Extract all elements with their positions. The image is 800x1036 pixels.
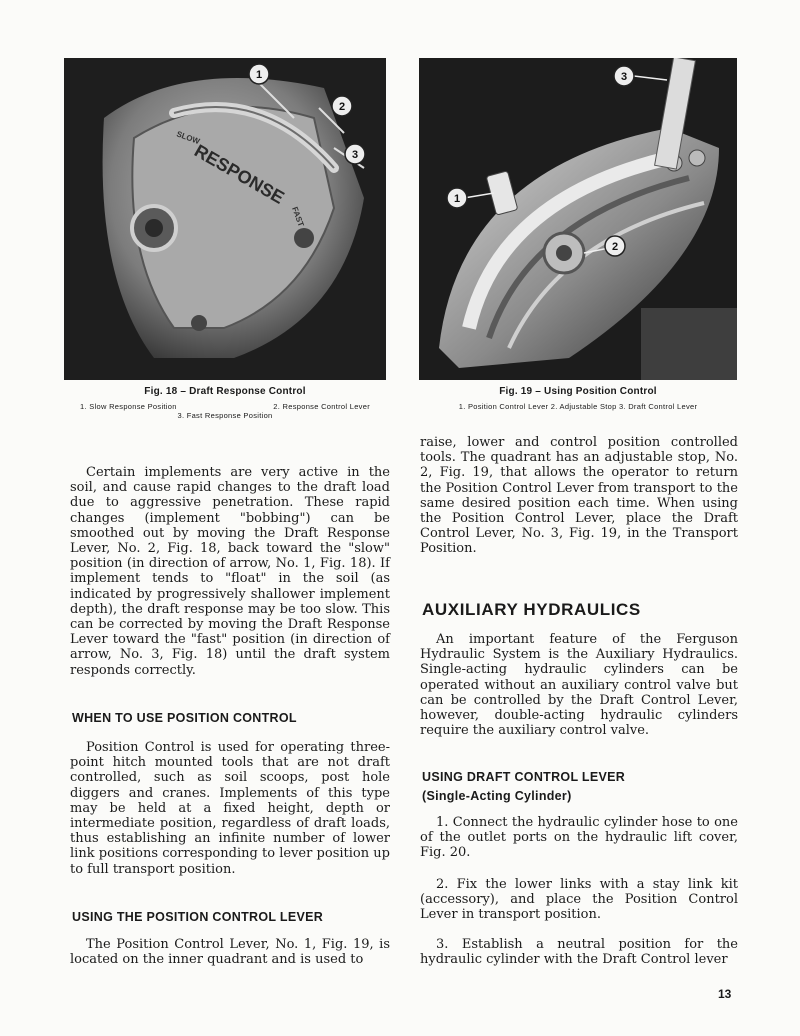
page-number: 13 xyxy=(718,987,732,1001)
heading-when-to-use-position-control: WHEN TO USE POSITION CONTROL xyxy=(72,711,297,725)
callout-2-fig18 xyxy=(332,96,352,116)
callout-2-fig19 xyxy=(605,236,625,256)
svg-text:2: 2 xyxy=(611,241,619,253)
heading-draft-line-1: USING DRAFT CONTROL LEVER xyxy=(422,770,626,784)
callout-3-fig18 xyxy=(345,144,365,164)
figure-19-photo xyxy=(419,58,737,380)
right-step-3: 3. Establish a neutral position for the hydraulic cylinder with the Draft Control lever xyxy=(420,937,738,968)
draft-response-control-illustration xyxy=(64,58,386,380)
heading-using-position-control-lever: USING THE POSITION CONTROL LEVER xyxy=(72,910,324,924)
fig18-item-2: 2. Response Control Lever xyxy=(273,402,370,411)
dial-response-text: RESPONSE xyxy=(191,140,288,208)
figure-18-caption-title: Fig. 18 – Draft Response Control xyxy=(144,386,306,397)
svg-text:3: 3 xyxy=(351,149,359,161)
right-step-2: 2. Fix the lower links with a stay link kit (accessory), and place the Position Control Lever in transport position. xyxy=(420,877,738,923)
fig18-item-3: 3. Fast Response Position xyxy=(177,411,273,420)
right-paragraph-continued: raise, lower and control position controlled tools. The quadrant has an adjustable stop, No. 2, Fig. 19, that allows the operator to return the Position Control Lever from transport to the same desired position each time. When using the Position Control Lever, place the Draft Control Lever, No. 3, Fig. 19, in the Transport Position. xyxy=(420,435,738,557)
heading-draft-line-2: (Single-Acting Cylinder) xyxy=(422,789,572,803)
right-paragraph-auxiliary: An important feature of the Ferguson Hydraulic System is the Auxiliary Hydraulics. Single-acting hydraulic cylinders can be operated without an auxiliary control valve but can be controlled by the Draft Control Lever, however, double-acting hydraulic cylinders require the auxiliary control valve. xyxy=(420,632,738,739)
svg-text:2: 2 xyxy=(338,101,346,113)
fig18-item-1: 1. Slow Response Position xyxy=(80,402,177,411)
figure-18-photo xyxy=(64,58,386,380)
svg-text:1: 1 xyxy=(453,193,461,205)
heading-auxiliary-hydraulics: AUXILIARY HYDRAULICS xyxy=(422,600,641,619)
callout-3-fig19 xyxy=(614,66,634,86)
figure-19-caption-items: 1. Position Control Lever 2. Adjustable Stop 3. Draft Control Lever xyxy=(458,402,698,411)
figure-18-caption-items xyxy=(64,402,386,420)
left-paragraph-position-control: Position Control is used for operating three-point hitch mounted tools that are not draft controlled, such as soil scoops, post hole diggers and cranes. Implements of this type may be held at a fixed height, depth or intermediate position, regardless of draft loads, thus establishing an infinite number of lower link positions corresponding to lever position up to full transport position. xyxy=(70,740,390,877)
dial-fast-text: FAST xyxy=(290,205,306,228)
left-paragraph-draft-response: Certain implements are very active in the soil, and cause rapid changes to the draft load due to aggressive penetration. These rapid changes (implement "bobbing") can be smoothed out by moving the Draft Response Lever, No. 2, Fig. 18, back toward the "slow" position (in direction of arrow, No. 1, Fig. 18). If implement tends to "float" in the soil (as indicated by progressively shallower implement depth), the draft response may be too slow. This can be corrected by moving the Draft Response Lever toward the "fast" position (in direction of arrow, No. 3, Fig. 18) until the draft system responds correctly. xyxy=(70,465,390,678)
svg-text:3: 3 xyxy=(620,71,628,83)
callout-1-fig19 xyxy=(447,188,467,208)
position-control-illustration xyxy=(419,58,737,380)
dial-slow-text: SLOW xyxy=(175,129,201,147)
left-paragraph-position-control-lever: The Position Control Lever, No. 1, Fig. 19, is located on the inner quadrant and is used to xyxy=(70,937,390,968)
heading-using-draft-control-lever xyxy=(422,768,625,806)
right-step-1: 1. Connect the hydraulic cylinder hose to one of the outlet ports on the hydraulic lift cover, Fig. 20. xyxy=(420,815,738,861)
callout-1-fig18 xyxy=(249,64,269,84)
svg-text:1: 1 xyxy=(255,69,263,81)
figure-19-caption-title: Fig. 19 – Using Position Control xyxy=(499,386,657,397)
